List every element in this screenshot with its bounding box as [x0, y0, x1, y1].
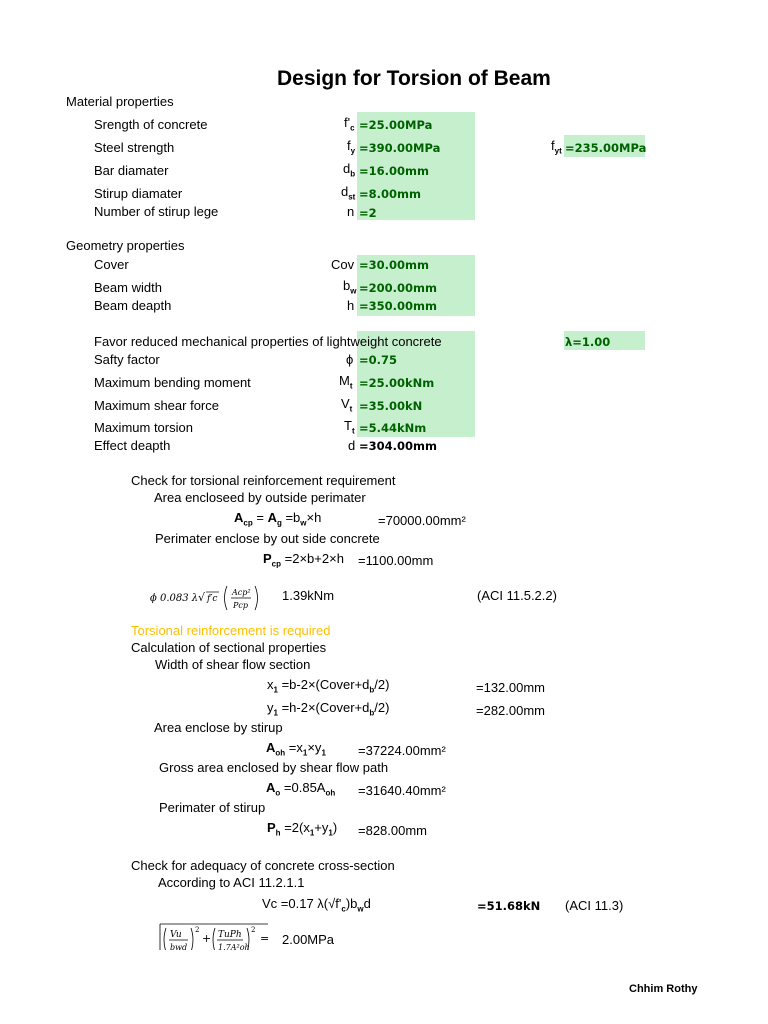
x1-formula: $x_1$ $=b-2\times(Cover+d_b/2)$	[267, 677, 390, 695]
value-phi[interactable]: =0.75	[359, 353, 398, 367]
aoh-value: =37224.00mm²	[358, 743, 446, 758]
svg-text:Acp²: Acp²	[232, 588, 251, 597]
combined-stress-formula	[156, 922, 276, 950]
author-name: Chhim Rothy	[629, 983, 698, 995]
check-torsion-heading: Check for torsional reinforcement requirement	[131, 473, 396, 488]
acp-formula: $A_{cp} = A_g =b_w\times h$	[234, 510, 322, 528]
acp-value: =70000.00mm²	[378, 513, 466, 528]
sym-d: d	[348, 438, 356, 453]
label-stirup-diameter: Stirup diamater	[94, 186, 183, 201]
label-beam-depth: Beam deapth	[94, 298, 172, 313]
label-effective-depth: Effect deapth	[94, 438, 171, 453]
svg-text:bwd: bwd	[170, 943, 188, 950]
threshold-value: 1.39kNm	[282, 588, 335, 603]
ao-value: =31640.40mm²	[358, 783, 446, 798]
threshold-torsion-formula	[150, 582, 272, 614]
sym-h: h	[347, 298, 355, 313]
label-concrete-strength: Srength of concrete	[94, 117, 208, 132]
sym-bw: $b_w$	[343, 278, 357, 296]
label-safety-factor: Safty factor	[94, 352, 160, 367]
sym-n: n	[347, 204, 355, 219]
value-db[interactable]: =16.00mm	[359, 164, 429, 178]
shear-flow-width-label: Width of shear flow section	[155, 657, 311, 672]
x1-value: =132.00mm	[476, 680, 546, 695]
stirup-area-label: Area enclose by stirup	[154, 720, 283, 735]
stirup-perimeter-label: Perimater of stirup	[159, 800, 266, 815]
vc-value: =51.68kN	[477, 899, 541, 913]
svg-text:=: =	[260, 932, 270, 945]
sym-dst: $d_{st}$	[341, 184, 356, 202]
y1-formula: $y_1$ $=h-2\times(Cover+d_b/2)$	[267, 700, 390, 718]
value-fyt[interactable]: =235.00MPa	[565, 141, 647, 155]
svg-text:f′c: f′c	[207, 594, 218, 604]
label-lightweight: Favor reduced mechanical properties of lightweight concrete	[94, 334, 442, 349]
aoh-formula: $A_{oh} =x_1\times y_1$	[266, 740, 326, 758]
sym-cov: Cov	[331, 257, 355, 272]
sym-fyt: $f_{yt}$	[551, 138, 562, 156]
y1-value: =282.00mm	[476, 703, 546, 718]
value-vt[interactable]: =35.00kN	[359, 399, 423, 413]
value-dst[interactable]: =8.00mm	[359, 187, 421, 201]
perimeter-outside-label: Perimater enclose by out side concrete	[155, 531, 380, 546]
label-beam-width: Beam width	[94, 280, 162, 295]
pcp-formula: $P_{cp} =2\times b+2\times h$	[263, 551, 344, 569]
svg-text:1.7A²oh: 1.7A²oh	[218, 943, 250, 950]
sym-fy: $f_y$	[347, 138, 356, 156]
svg-text:TuPh: TuPh	[218, 930, 242, 940]
geometry-heading: Geometry properties	[66, 238, 185, 253]
ph-formula: $P_h =2(x_1+y_1)$	[267, 820, 338, 838]
sym-db: $d_b$	[343, 161, 356, 179]
check-adequacy-heading: Check for adequacy of concrete cross-section	[131, 858, 395, 873]
svg-text:2: 2	[195, 926, 200, 934]
torsion-result-status: Torsional reinforcement is required	[131, 623, 331, 638]
pcp-value: =1100.00mm	[358, 553, 434, 568]
value-fy[interactable]: =390.00MPa	[359, 141, 441, 155]
svg-text:√: √	[198, 591, 206, 604]
value-cover[interactable]: =30.00mm	[359, 258, 429, 272]
vc-formula: Vc =0.17 $\lambda(√f'_c)b_wd$	[262, 896, 371, 914]
area-outside-label: Area encloseed by outside perimater	[154, 490, 366, 505]
value-n[interactable]: =2	[359, 206, 377, 220]
value-bw[interactable]: =200.00mm	[359, 281, 437, 295]
value-fc[interactable]: =25.00MPa	[359, 118, 433, 132]
label-stirup-legs: Number of stirup lege	[94, 204, 219, 219]
according-label: According to ACI 11.2.1.1	[158, 875, 305, 890]
value-lambda[interactable]: λ=1.00	[565, 335, 611, 349]
value-h[interactable]: =350.00mm	[359, 299, 437, 313]
gross-area-label: Gross area enclosed by shear flow path	[159, 760, 389, 775]
sym-vt: $V_t$	[341, 396, 353, 414]
sym-phi: ϕ	[346, 352, 354, 367]
svg-text:+: +	[202, 932, 212, 945]
ph-value: =828.00mm	[358, 823, 428, 838]
label-shear-force: Maximum shear force	[94, 398, 219, 413]
threshold-reference: (ACI 11.5.2.2)	[477, 588, 557, 603]
ao-formula: $A_o =0.85A_{oh}$	[266, 780, 336, 798]
label-bar-diameter: Bar diamater	[94, 163, 169, 178]
sym-tt: $T_t$	[344, 418, 355, 436]
svg-text:Pcp: Pcp	[233, 601, 248, 610]
vc-reference: (ACI 11.3)	[565, 898, 624, 913]
label-max-torsion: Maximum torsion	[94, 420, 193, 435]
label-steel-strength: Steel strength	[94, 140, 175, 155]
svg-text:ϕ 0.083 λ: ϕ 0.083 λ	[150, 593, 199, 604]
label-bending-moment: Maximum bending moment	[94, 375, 251, 390]
svg-text:2: 2	[251, 926, 256, 934]
page-title: Design for Torsion of Beam	[277, 67, 551, 90]
material-heading: Material properties	[66, 94, 174, 109]
value-tt[interactable]: =5.44kNm	[359, 421, 427, 435]
value-d: =304.00mm	[359, 439, 437, 453]
sym-mt: $M_t$	[339, 373, 353, 391]
section-heading: Calculation of sectional properties	[131, 640, 327, 655]
svg-text:Vu: Vu	[170, 930, 182, 940]
value-mt[interactable]: =25.00kNm	[359, 376, 435, 390]
sym-fc: $f'_c$	[344, 115, 355, 133]
label-cover: Cover	[94, 257, 129, 272]
stress-value: 2.00MPa	[282, 932, 335, 947]
